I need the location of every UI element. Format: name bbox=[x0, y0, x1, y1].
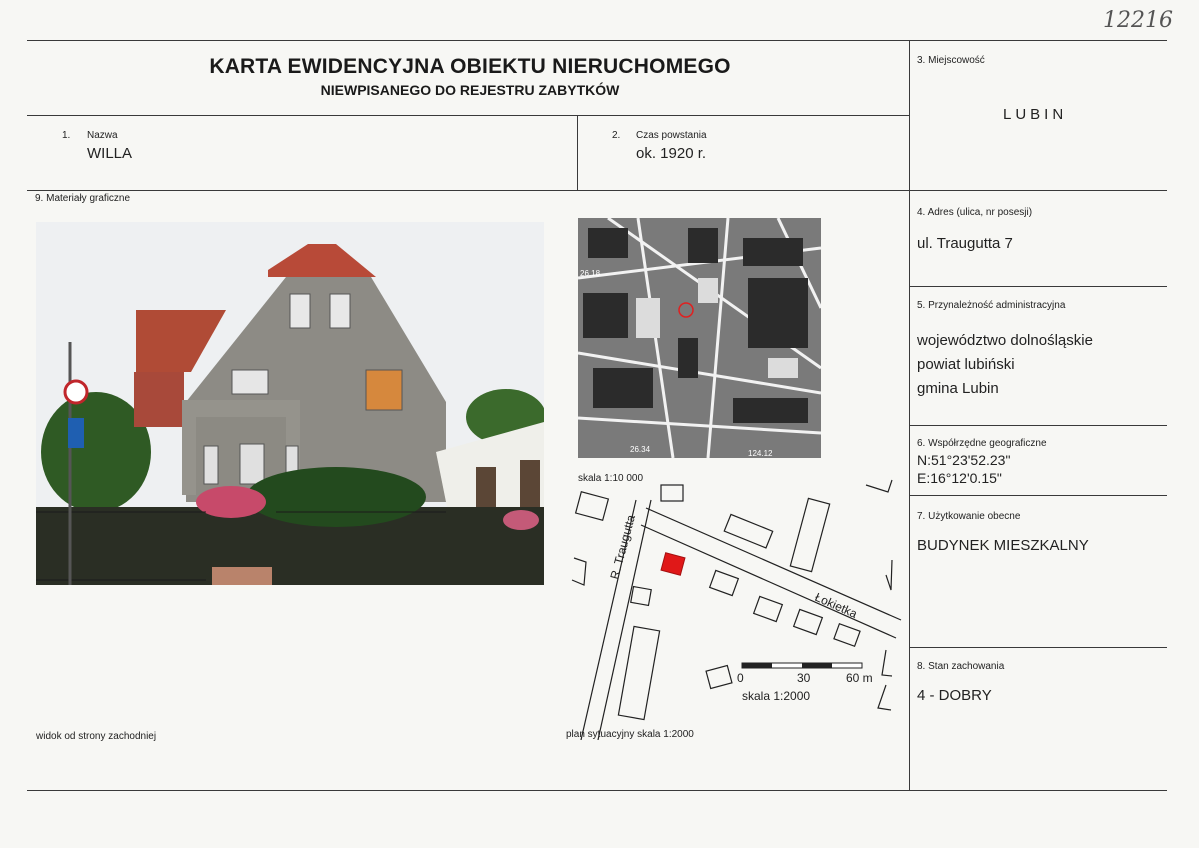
cadastral-label-3: 124.12 bbox=[748, 449, 773, 458]
photo-caption: widok od strony zachodniej bbox=[36, 731, 157, 742]
site-plan-scale-label: skala 1:2000 bbox=[742, 689, 811, 703]
graphics-label: 9. Materiały graficzne bbox=[35, 193, 131, 204]
coords-lon: E:16°12'0.15" bbox=[917, 470, 1002, 486]
date-value: ok. 1920 r. bbox=[636, 145, 707, 162]
document-title: KARTA EWIDENCYJNA OBIEKTU NIERUCHOMEGO bbox=[209, 55, 731, 78]
scale-bar bbox=[742, 663, 862, 668]
admin-line-commune: gmina Lubin bbox=[917, 380, 999, 397]
street-lokietka-label: Łokietka bbox=[812, 589, 860, 621]
scale-tick-0: 0 bbox=[737, 671, 744, 685]
cadastral-label-2: 26.34 bbox=[630, 445, 651, 454]
cadastral-label-1: 26.18 bbox=[580, 269, 601, 278]
right-divider-7 bbox=[910, 495, 1167, 496]
right-column-divider bbox=[909, 40, 910, 790]
right-divider-5 bbox=[910, 286, 1167, 287]
cadastral-map bbox=[578, 218, 821, 458]
condition-label: 8. Stan zachowania bbox=[917, 661, 1005, 672]
name-number: 1. bbox=[62, 130, 71, 141]
street-traugutta-label: R. Traugutta bbox=[607, 513, 638, 581]
locality-value: LUBIN bbox=[1003, 106, 1068, 123]
address-value: ul. Traugutta 7 bbox=[917, 235, 1013, 252]
name-value: WILLA bbox=[87, 145, 133, 162]
condition-value: 4 - DOBRY bbox=[917, 687, 992, 704]
bottom-border bbox=[27, 790, 1167, 791]
scale-tick-30: 30 bbox=[797, 671, 811, 685]
graphics-divider bbox=[27, 190, 1167, 191]
admin-line-voivodeship: województwo dolnośląskie bbox=[917, 332, 1093, 349]
locality-label: 3. Miejscowość bbox=[917, 55, 985, 66]
right-divider-8 bbox=[910, 647, 1167, 648]
cadastral-scale-label: skala 1:10 000 bbox=[578, 473, 644, 484]
top-border bbox=[27, 40, 1167, 41]
header-divider bbox=[27, 115, 909, 116]
date-label: Czas powstania bbox=[636, 130, 707, 141]
name-date-divider bbox=[577, 115, 578, 190]
document-subtitle: NIEWPISANEGO DO REJESTRU ZABYTKÓW bbox=[320, 82, 620, 98]
right-divider-6 bbox=[910, 425, 1167, 426]
villa-photo bbox=[36, 222, 544, 585]
admin-line-county: powiat lubiński bbox=[917, 356, 1015, 373]
date-number: 2. bbox=[612, 130, 621, 141]
usage-label: 7. Użytkowanie obecne bbox=[917, 511, 1021, 522]
archive-number: 12216 bbox=[1103, 8, 1173, 33]
site-plan bbox=[566, 470, 906, 740]
address-label: 4. Adres (ulica, nr posesji) bbox=[917, 207, 1033, 218]
scale-tick-60: 60 m bbox=[846, 671, 873, 685]
coords-label: 6. Współrzędne geograficzne bbox=[917, 438, 1047, 449]
usage-value: BUDYNEK MIESZKALNY bbox=[917, 537, 1089, 554]
site-plan-caption: plan sytuacyjny skala 1:2000 bbox=[566, 729, 694, 740]
name-label: Nazwa bbox=[87, 130, 118, 141]
highlighted-building bbox=[661, 553, 685, 576]
admin-label: 5. Przynależność administracyjna bbox=[917, 300, 1066, 311]
coords-lat: N:51°23'52.23" bbox=[917, 452, 1011, 468]
